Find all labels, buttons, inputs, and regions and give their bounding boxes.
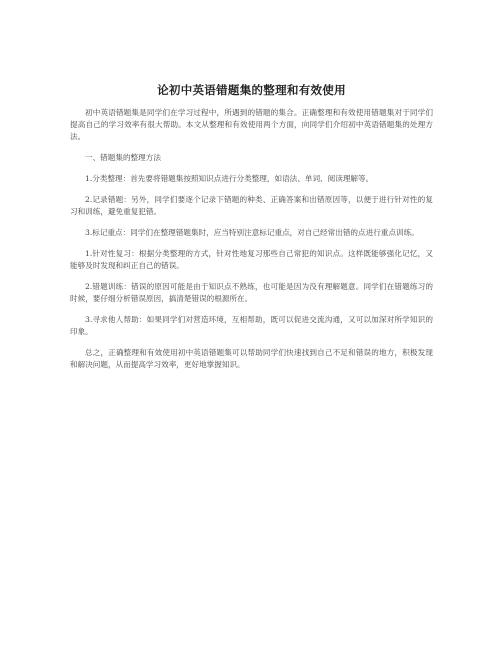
- list-item-record: 2.记录错题：另外，同学们要逐个记录下错题的种类、正确答案和出错原因等，以便于进行针对性的复习和训练，避免重复犯错。: [70, 195, 433, 216]
- conclusion-paragraph: 总之，正确整理和有效使用初中英语错题集可以帮助同学们快速找到自己不足和错误的地方，积极发现和解决问题，从而提高学习效率，更好地掌握知识。: [70, 348, 433, 369]
- intro-paragraph: 初中英语错题集是同学们在学习过程中，所遇到的错题的集合。正确整理和有效使用错题集对于同学们提高自己的学习效率有很大帮助。本文从整理和有效使用两个方面，向同学们介绍初中英语错题集的处理方法。: [70, 108, 433, 141]
- list-item-classify: 1.分类整理：首先要将错题集按照知识点进行分类整理，如语法、单词、阅读理解等。: [85, 174, 374, 183]
- document-page: [70, 82, 433, 380]
- list-item-mark: 3.标记重点：同学们在整理错题集时，应当特别注意标记重点，对自己经常出错的点进行重点训练。: [85, 228, 419, 237]
- list-item-help: 3.寻求他人帮助：如果同学们对营造环境，互相帮助，既可以促进交流沟通，又可以加深对所学知识的印象。: [70, 315, 433, 336]
- list-item-review: 1.针对性复习：根据分类整理的方式，针对性地复习那些自己常犯的知识点。这样既能够强化记忆，又能够及时发现和纠正自己的错误。: [70, 249, 433, 270]
- section-heading: 一、错题集的整理方法: [85, 153, 161, 162]
- list-item-practice: 2.错题训练：错误的原因可能是由于知识点不熟练，也可能是因为没有理解题意。同学们在错题练习的时候，要仔细分析错误原因，搞清楚错误的根源所在。: [70, 282, 433, 303]
- document-title: 论初中英语错题集的整理和有效使用: [157, 83, 346, 97]
